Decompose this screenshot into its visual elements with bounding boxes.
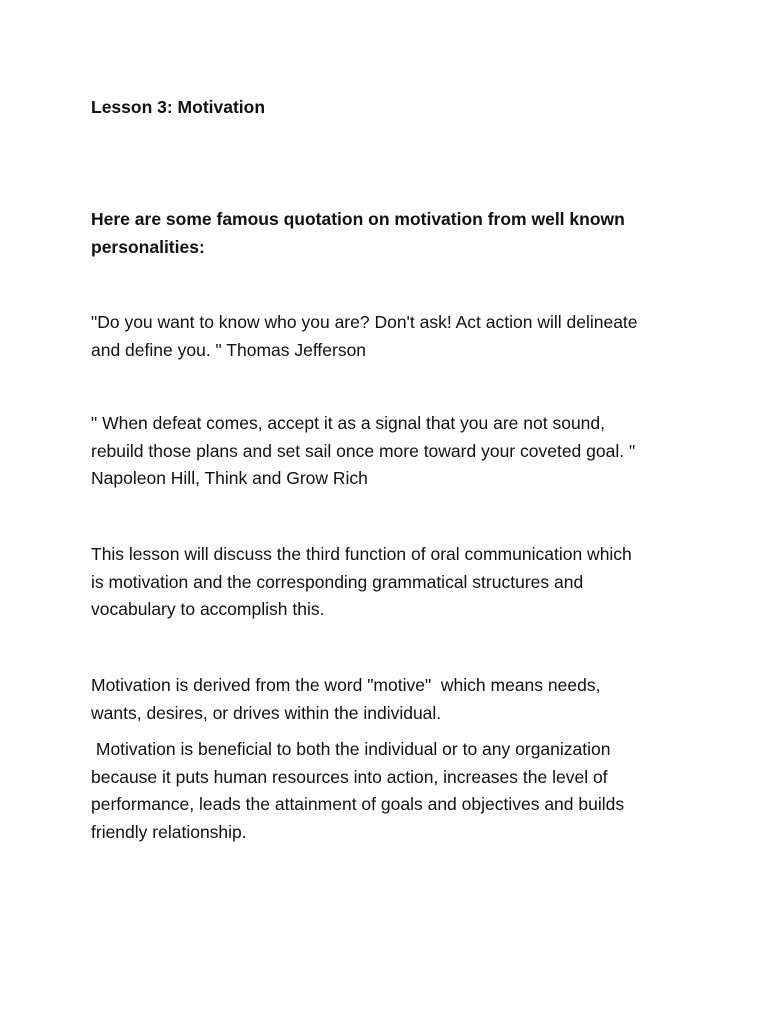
motivation-benefit-line: performance, leads the attainment of goals and objectives and builds	[91, 794, 625, 814]
motive-definition-line: Motivation is derived from the word "motive" which means needs,	[91, 675, 601, 695]
motivation-benefit-line: friendly relationship.	[91, 821, 247, 842]
jefferson-quote-line: "Do you want to know who you are? Don't ask! Act action will delineate	[91, 312, 638, 332]
motivation-benefit-line: because it puts human resources into action, increases the level of	[91, 766, 608, 787]
hill-quote-line: " When defeat comes, accept it as a signal that you are not sound,	[91, 413, 606, 433]
lesson-paragraph-line: is motivation and the corresponding grammatical structures and	[91, 571, 584, 592]
jefferson-quote	[91, 309, 691, 364]
motive-definition-line: wants, desires, or drives within the individual.	[91, 702, 442, 723]
quotation-intro-line: Here are some famous quotation on motivation from well known	[91, 209, 625, 229]
hill-quote-line: rebuild those plans and set sail once more toward your coveted goal. "	[91, 440, 636, 461]
jefferson-quote-line: and define you. " Thomas Jefferson	[91, 339, 367, 360]
lesson-paragraph-line: vocabulary to accomplish this.	[91, 599, 325, 619]
motive-definition-paragraph	[91, 672, 691, 727]
motivation-benefit-line: Motivation is beneficial to both the individual or to any organization	[91, 739, 611, 759]
hill-quote	[91, 410, 691, 493]
lesson-paragraph	[91, 541, 691, 624]
quotation-intro	[91, 206, 691, 261]
motivation-benefit-paragraph	[91, 736, 691, 846]
lesson-paragraph-line: This lesson will discuss the third function of oral communication which	[91, 544, 632, 564]
lesson-title: Lesson 3: Motivation	[91, 97, 266, 117]
hill-quote-line: Napoleon Hill, Think and Grow Rich	[91, 468, 368, 488]
quotation-intro-line: personalities:	[91, 236, 205, 257]
